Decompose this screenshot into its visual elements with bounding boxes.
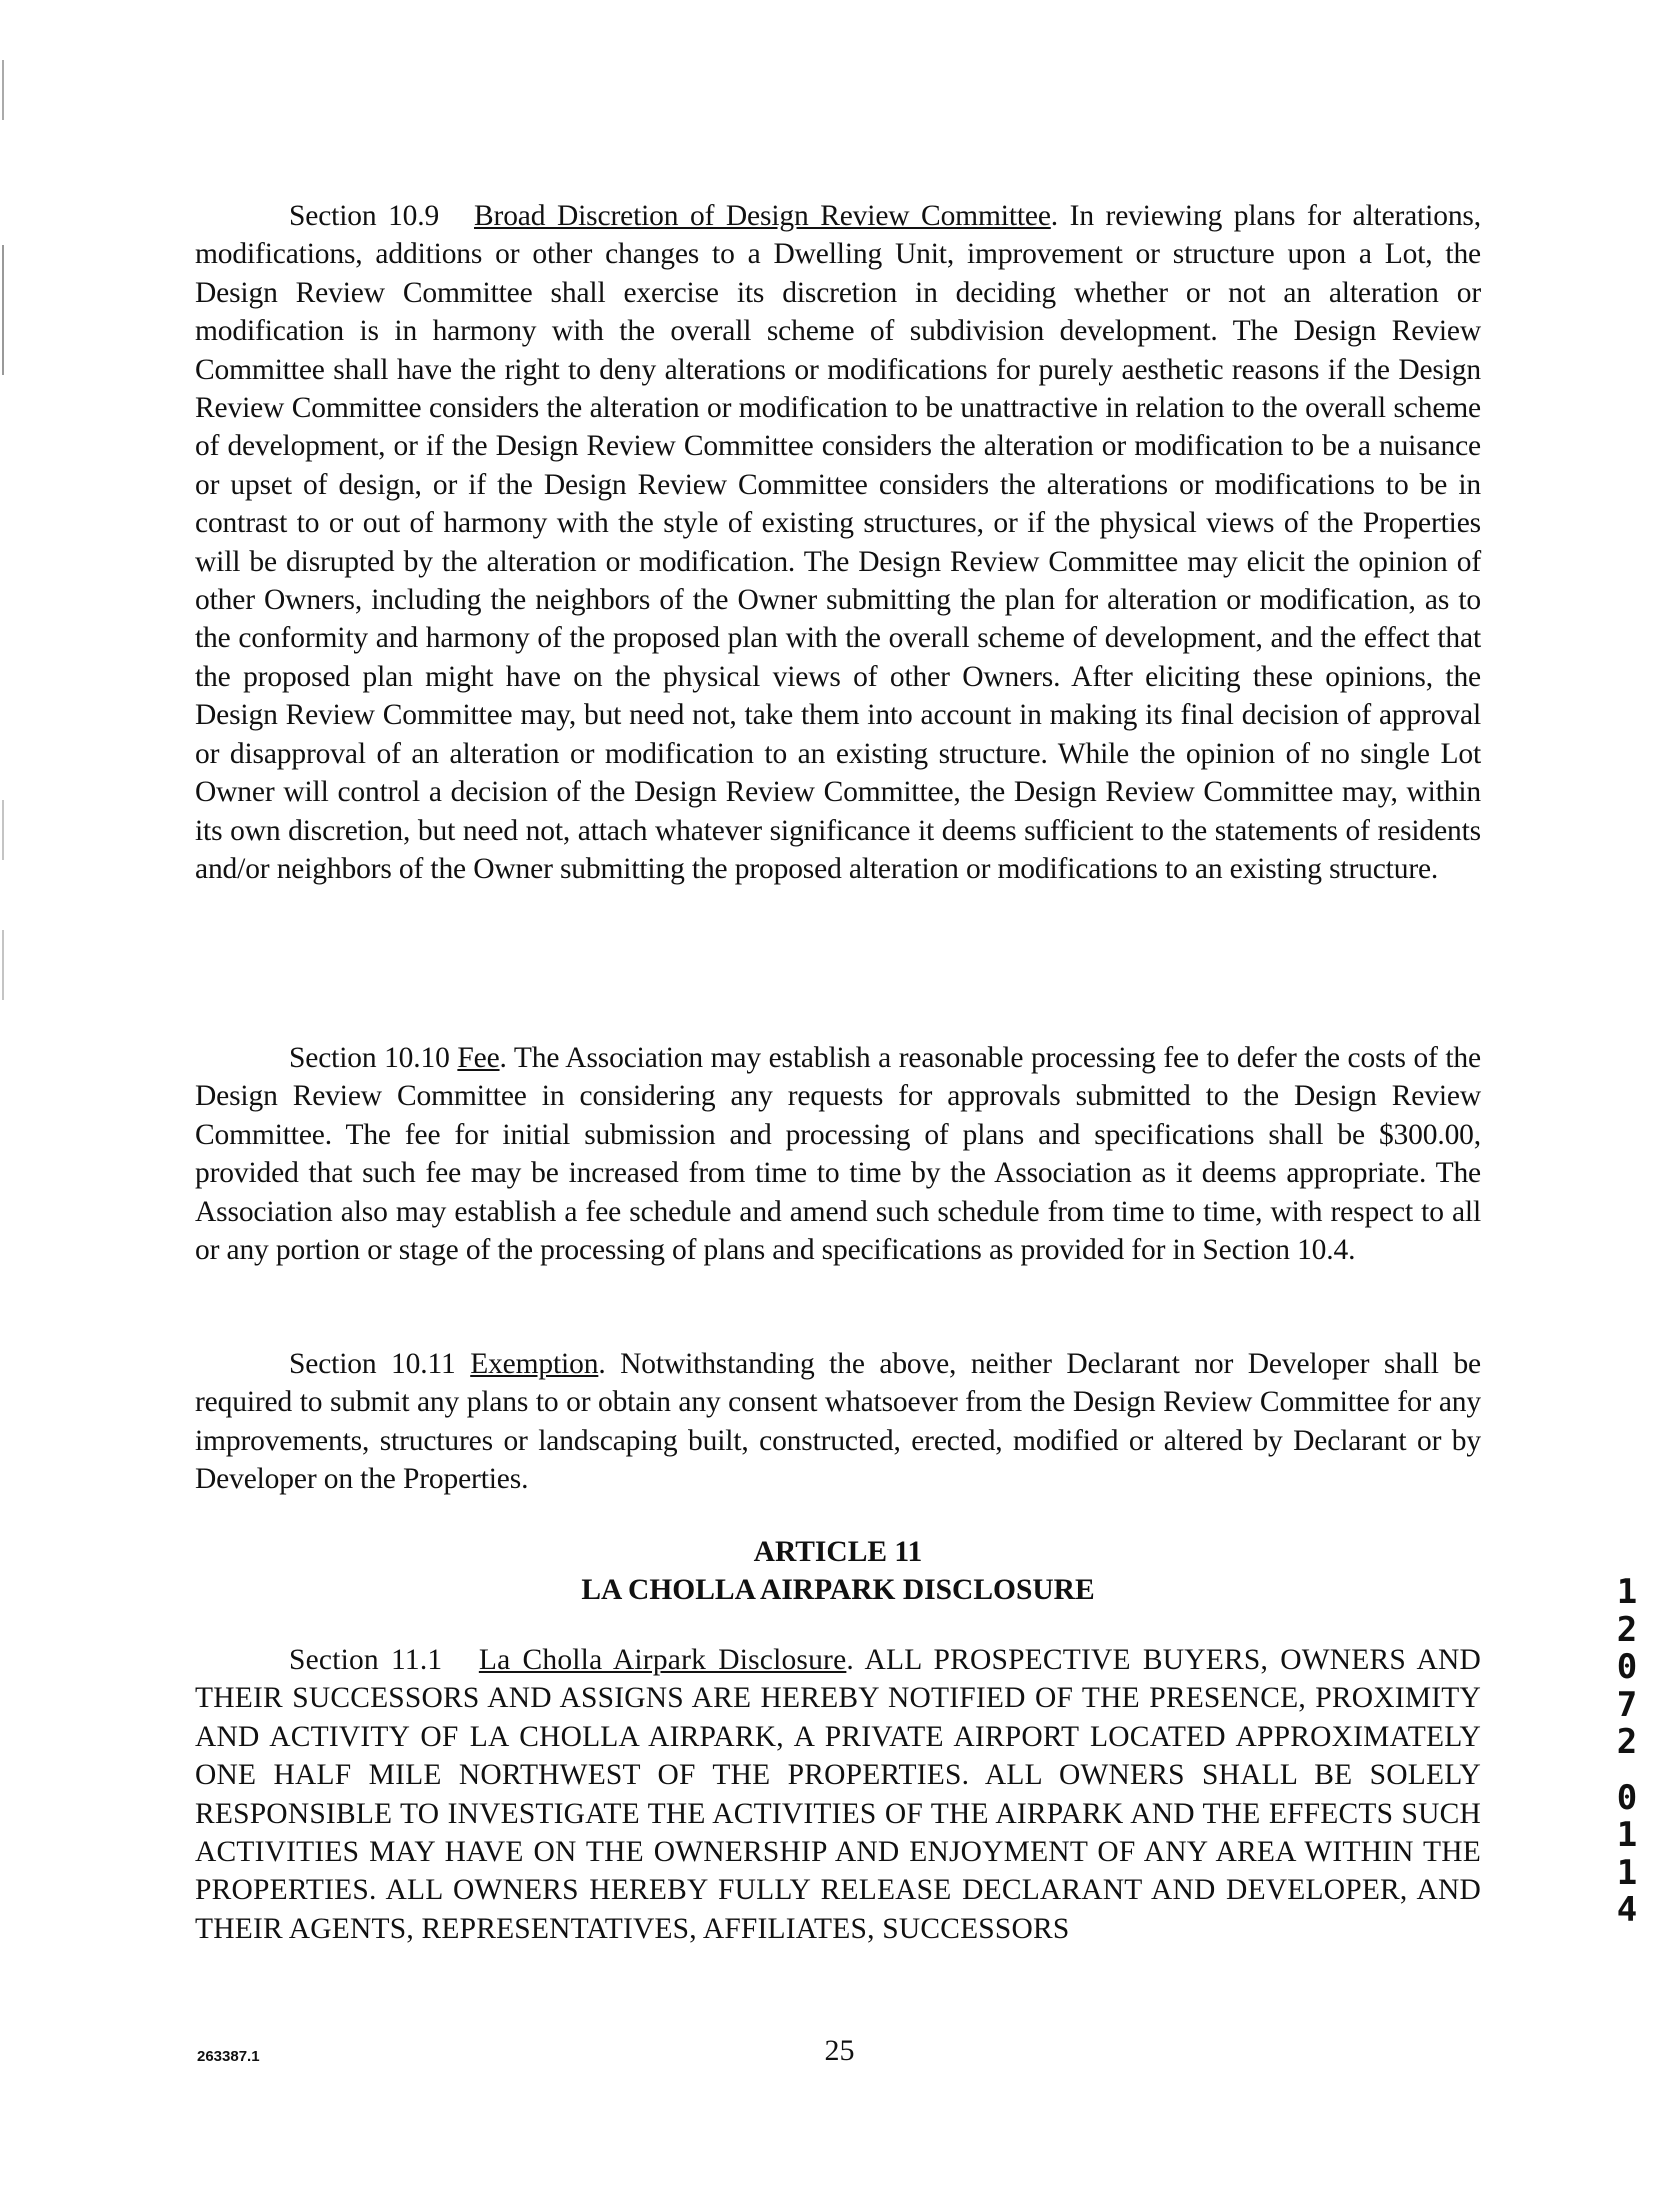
recording-stamp <box>1610 1574 1644 1930</box>
section-text: . The Association may establish a reasonable processing fee to defer the costs of the Design Review Committee in considering any requests for approvals submitted to the Design Review Committee. The fee for initial submission and processing of plans and specifications shall be $300.00, provided that such fee may be increased from time to time by the Association as it deems appropriate. The Association also may establish a fee schedule and amend such schedule from time to time, with respect to all or any portion or stage of the processing of plans and specifications as provided for in Section 10.4. <box>195 1042 1481 1267</box>
section-title: La Cholla Airpark Disclosure <box>478 1644 847 1676</box>
scan-mark <box>2 60 4 120</box>
article-number: ARTICLE 11 <box>753 1536 923 1568</box>
section-paragraph <box>195 197 1481 888</box>
section-title: Broad Discretion of Design Review Committee <box>474 200 1051 232</box>
article-heading <box>195 1533 1481 1610</box>
section-paragraph <box>195 1641 1481 1948</box>
stamp-digit: 0 <box>1616 1777 1638 1818</box>
section-title: Exemption <box>470 1348 599 1380</box>
section-paragraph <box>195 1345 1481 1499</box>
stamp-digit: 1 <box>1616 1815 1638 1855</box>
stamp-digit: 1 <box>1616 1572 1638 1612</box>
section-10-11 <box>195 1345 1481 1499</box>
section-text: . Notwithstanding the above, neither Declarant nor Developer shall be required to submit any plans to or obtain any consent whatsoever from the Design Review Committee for any improvements, structures or landscaping built, constructed, erected, modified or altered by Declarant or by Developer on the Properties. <box>195 1348 1481 1496</box>
section-11-1 <box>195 1641 1481 1948</box>
section-title: Fee <box>457 1042 500 1074</box>
section-text: . ALL PROSPECTIVE BUYERS, OWNERS AND THEIR SUCCESSORS AND ASSIGNS ARE HEREBY NOTIFIED OF THE PRESENCE, PROXIMITY AND ACTIVITY OF LA CHOLLA AIRPARK, A PRIVATE AIRPORT LOCATED APPROXIMATELY ONE HALF MILE NORTHWEST OF THE PROPERTIES. ALL OWNERS SHALL BE SOLELY RESPONSIBLE TO INVESTIGATE THE ACTIVITIES OF THE AIRPARK AND THE EFFECTS SUCH ACTIVITIES MAY HAVE ON THE OWNERSHIP AND ENJOYMENT OF ANY AREA WITHIN THE PROPERTIES. ALL OWNERS HEREBY FULLY RELEASE DECLARANT AND DEVELOPER, AND THEIR AGENTS, REPRESENTATIVES, AFFILIATES, SUCCESSORS <box>195 1644 1482 1945</box>
stamp-digit: 0 <box>1616 1647 1638 1687</box>
scan-mark <box>2 245 4 375</box>
section-paragraph <box>195 1039 1481 1269</box>
scan-mark <box>2 930 4 1000</box>
page-number: 25 <box>824 2034 855 2067</box>
document-id: 263387.1 <box>197 2048 260 2065</box>
article-title: LA CHOLLA AIRPARK DISCLOSURE <box>581 1574 1095 1607</box>
stamp-gap <box>1610 1762 1644 1780</box>
stamp-digit: 7 <box>1616 1684 1638 1725</box>
stamp-digit: 2 <box>1616 1722 1638 1762</box>
stamp-digit: 4 <box>1616 1890 1638 1930</box>
stamp-digit: 2 <box>1616 1609 1638 1650</box>
section-label: Section 10.10 <box>289 1042 450 1074</box>
scan-mark <box>2 800 4 860</box>
section-10-9 <box>195 197 1481 888</box>
stamp-digit: 1 <box>1616 1852 1638 1893</box>
section-label: Section 10.9 <box>289 200 440 232</box>
section-label: Section 11.1 <box>289 1644 443 1676</box>
section-text: . In reviewing plans for alterations, modifications, additions or other changes to a Dwelling Unit, improvement or structure upon a Lot, the Design Review Committee shall exercise its discretion in deciding whether or not an alteration or modification is in harmony with the overall scheme of subdivision development. The Design Review Committee shall have the right to deny alterations or modifications for purely aesthetic reasons if the Design Review Committee considers the alteration or modification to be unattractive in relation to the overall scheme of development, or if the Design Review Committee considers the alteration or modification to be a nuisance or upset of design, or if the Design Review Committee considers the alterations or modifications to be in contrast to or out of harmony with the style of existing structures, or if the physical views of the Properties will be disrupted by the alteration or modification. The Design Review Committee may elicit the opinion of other Owners, including the neighbors of the Owner submitting the plan for alteration or modification, as to the conformity and harmony of the proposed plan with the overall scheme of development, and the effect that the proposed plan might have on the physical views of other Owners. After eliciting these opinions, the Design Review Committee may, but need not, take them into account in making its final decision of approval or disapproval of an alteration or modification to an existing structure. While the opinion of no single Lot Owner will control a decision of the Design Review Committee, the Design Review Committee may, within its own discretion, but need not, attach whatever significance it deems sufficient to the statements of residents and/or neighbors of the Owner submitting the proposed alteration or modifications to an existing structure. <box>195 200 1481 885</box>
section-10-10 <box>195 1039 1481 1269</box>
section-label: Section 10.11 <box>289 1348 456 1380</box>
